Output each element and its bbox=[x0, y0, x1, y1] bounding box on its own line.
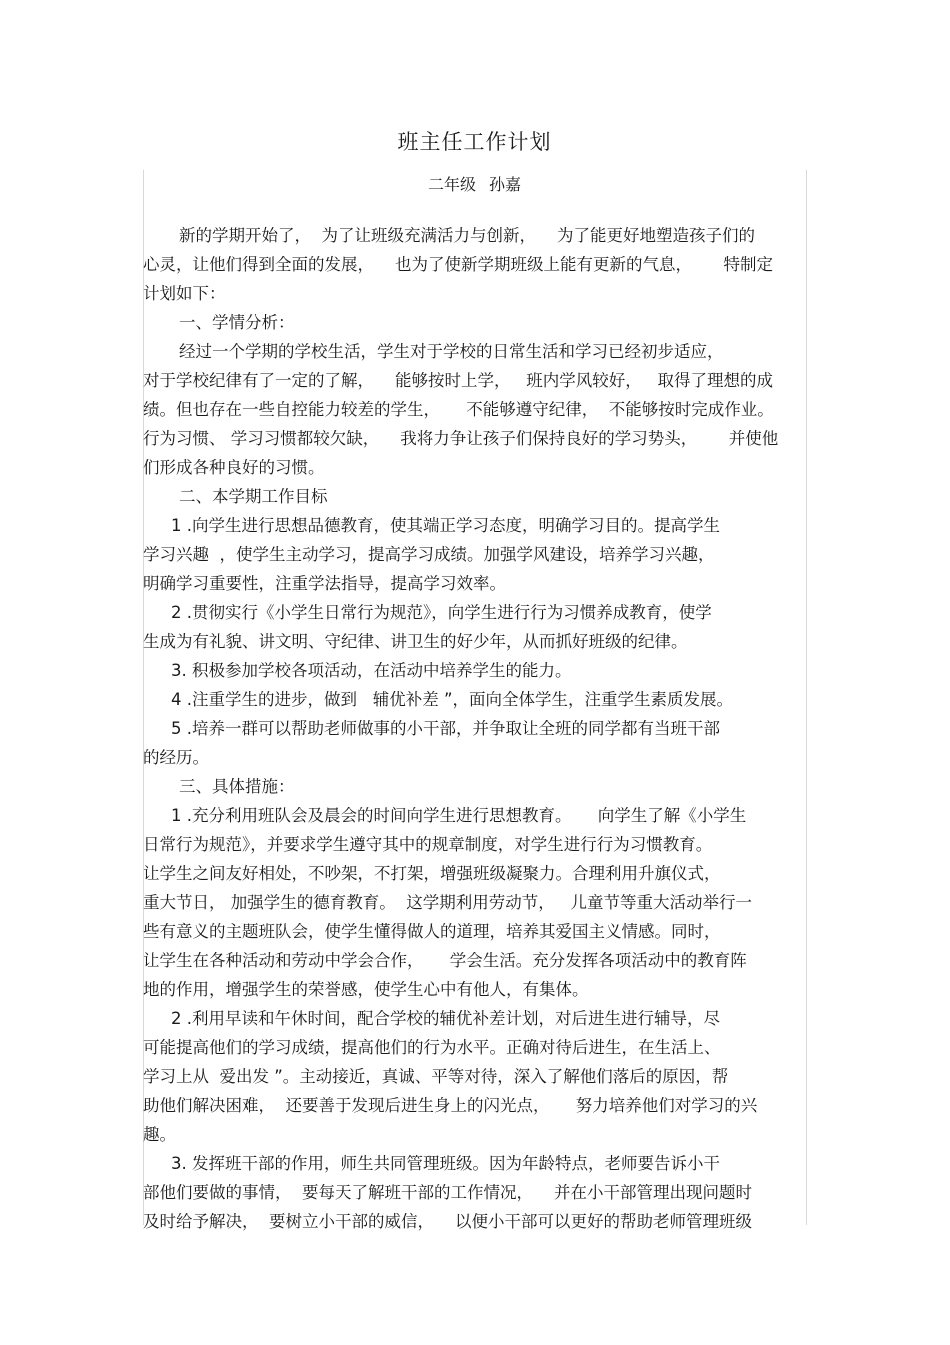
text-line: 二、本学期工作目标 bbox=[179, 487, 328, 506]
text-line: 2 .贯彻实行《小学生日常行为规范》，向学生进行行为习惯养成教育，使学 bbox=[171, 603, 712, 622]
text-line: 心灵，让他们得到全面的发展， 也为了使新学期班级上能有更新的气息， 特制定 bbox=[143, 255, 773, 274]
text-line: 2 .利用早读和午休时间，配合学校的辅优补差计划，对后进生进行辅导，尽 bbox=[171, 1009, 720, 1028]
text-line: 部他们要做的事情， 要每天了解班干部的工作情况， 并在小干部管理出现问题时 bbox=[143, 1183, 752, 1202]
text-line: 重大节日， 加强学生的德育教育。 这学期利用劳动节， 儿童节等重大活动举行一 bbox=[143, 893, 752, 912]
text-line: 让学生在各种活动和劳动中学会合作， 学会生活。充分发挥各项活动中的教育阵 bbox=[143, 951, 747, 970]
text-line: 经过一个学期的学校生活，学生对于学校的日常生活和学习已经初步适应， bbox=[179, 342, 724, 361]
text-line: 4 .注重学生的进步，做到 辅优补差 ”，面向全体学生，注重学生素质发展。 bbox=[171, 690, 734, 709]
text-line: 计划如下： bbox=[143, 284, 226, 303]
text-line: 明确学习重要性，注重学法指导，提高学习效率。 bbox=[143, 574, 506, 593]
text-line: 绩。但也存在一些自控能力较差的学生， 不能够遵守纪律， 不能够按时完成作业。 bbox=[143, 400, 774, 419]
text-line: 学习上从 爱出发 ”。主动接近，真诚、平等对待，深入了解他们落后的原因，帮 bbox=[143, 1067, 729, 1086]
text-line: 1 .充分利用班队会及晨会的时间向学生进行思想教育。 向学生了解《小学生 bbox=[171, 806, 747, 825]
author-line: 二年级 孙嘉 bbox=[427, 175, 522, 194]
text-line: 生成为有礼貌、讲文明、守纪律、讲卫生的好少年，从而抓好班级的纪律。 bbox=[143, 632, 688, 651]
text-line: 对于学校纪律有了一定的了解， 能够按时上学， 班内学风较好， 取得了理想的成 bbox=[143, 371, 773, 390]
text-line: 学习兴趣 ，使学生主动学习，提高学习成绩。加强学风建设，培养学习兴趣， bbox=[143, 545, 715, 564]
text-line: 们形成各种良好的习惯。 bbox=[143, 458, 325, 477]
text-line: 一、学情分析： bbox=[179, 313, 295, 332]
text-line: 新的学期开始了， 为了让班级充满活力与创新， 为了能更好地塑造孩子们的 bbox=[179, 226, 755, 245]
text-line: 3. 积极参加学校各项活动，在活动中培养学生的能力。 bbox=[171, 661, 572, 680]
text-line: 日常行为规范》，并要求学生遵守其中的规章制度，对学生进行行为习惯教育。 bbox=[143, 835, 713, 854]
text-line: 的经历。 bbox=[143, 748, 209, 767]
text-line: 三、具体措施： bbox=[179, 777, 295, 796]
text-line: 让学生之间友好相处，不吵架，不打架，增强班级凝聚力。合理利用升旗仪式， bbox=[143, 864, 721, 883]
text-line: 及时给予解决， 要树立小干部的威信， 以便小干部可以更好的帮助老师管理班级 bbox=[143, 1212, 752, 1231]
text-line: 5 .培养一群可以帮助老师做事的小干部，并争取让全班的同学都有当班干部 bbox=[171, 719, 720, 738]
text-line: 趣。 bbox=[143, 1125, 176, 1144]
text-line: 3. 发挥班干部的作用，师生共同管理班级。因为年龄特点，老师要告诉小干 bbox=[171, 1154, 720, 1173]
text-line: 助他们解决困难， 还要善于发现后进生身上的闪光点， 努力培养他们对学习的兴 bbox=[143, 1096, 758, 1115]
text-line: 行为习惯、 学习习惯都较欠缺， 我将力争让孩子们保持良好的学习势头， 并使他 bbox=[143, 429, 779, 448]
text-line: 1 .向学生进行思想品德教育，使其端正学习态度，明确学习目的。提高学生 bbox=[171, 516, 720, 535]
text-line: 可能提高他们的学习成绩，提高他们的行为水平。正确对待后进生，在生活上、 bbox=[143, 1038, 721, 1057]
text-line: 些有意义的主题班队会，使学生懂得做人的道理，培养其爱国主义情感。同时， bbox=[143, 922, 721, 941]
text-line: 地的作用，增强学生的荣誉感，使学生心中有他人，有集体。 bbox=[143, 980, 589, 999]
document-title: 班主任工作计划 bbox=[397, 130, 552, 154]
document-body bbox=[143, 221, 807, 1236]
